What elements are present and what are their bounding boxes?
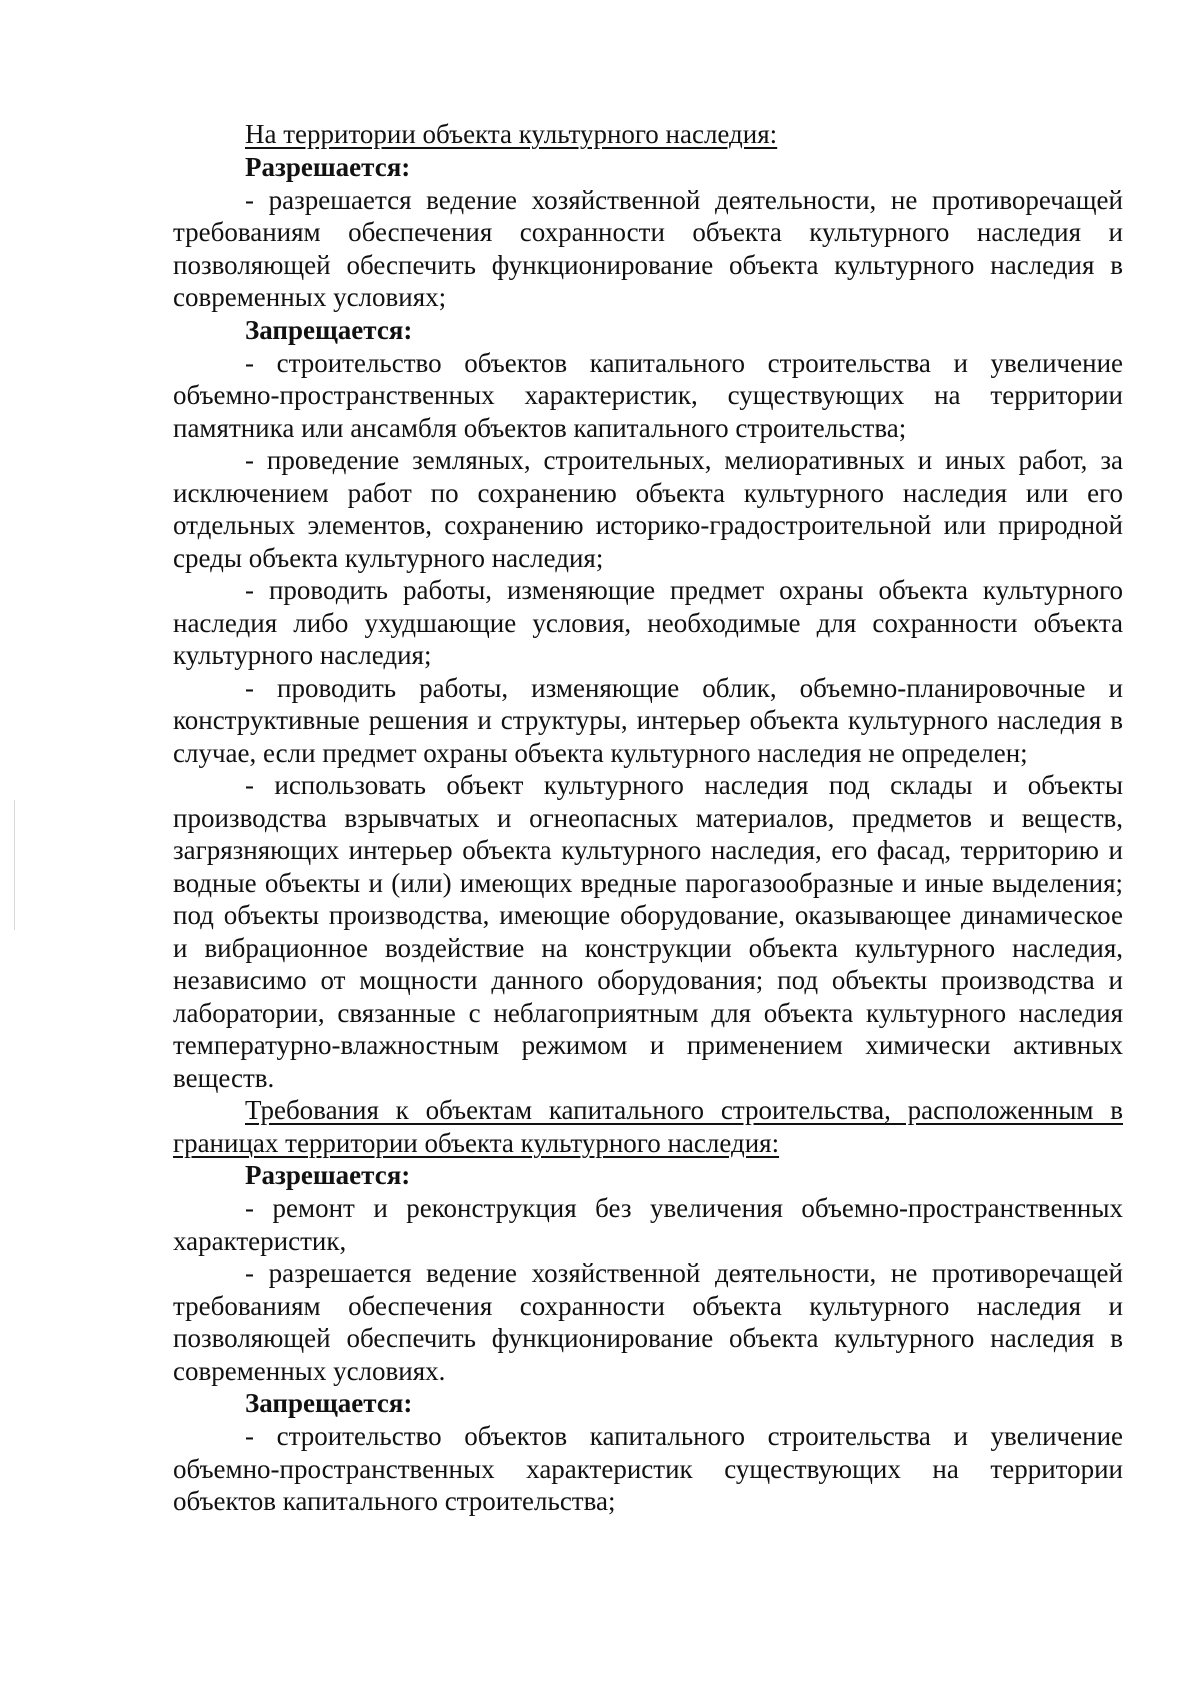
section2-forbidden-item: - строительство объектов капитального строительства и увеличение объемно-пространственных характеристик существующих на территории объектов капитального строительства; [173, 1421, 1123, 1516]
section1-forbidden-item: - проводить работы, изменяющие облик, объемно-планировочные и конструктивные решения и структуры, интерьер объекта культурного наследия в случае, если предмет охраны объекта культурного наследия не определен; [173, 672, 1123, 768]
section1-forbidden-item: - проведение земляных, строительных, мелиоративных и иных работ, за исключением работ по сохранению объекта культурного наследия или его отдельных элементов, сохранению историко-градостроительной или природной среды объекта культурного наследия; [173, 445, 1123, 573]
section1-title [173, 118, 1123, 151]
section1-forbidden-heading: Запрещается: [245, 314, 413, 345]
section2-allowed-item: - ремонт и реконструкция без увеличения объемно-пространственных характеристик, [173, 1193, 1123, 1256]
section1-forbidden-item: - использовать объект культурного наследия под склады и объекты производства взрывчатых и огнеопасных материалов, предметов и веществ, загрязняющих интерьер объекта культурного наследия, его фасад, территорию и водные объекты и (или) имеющих вредные парогазообразные и иные выделения; под объекты производства, имеющие оборудование, оказывающее динамическое и вибрационное воздействие на конструкции объекта культурного наследия, независимо от мощности данного оборудования; под объекты производства и лаборатории, связанные с неблагоприятным для объекта культурного наследия температурно-влажностным режимом и применением химически активных веществ. [173, 770, 1123, 1093]
section1-forbidden-item: - строительство объектов капитального строительства и увеличение объемно-пространственных характеристик, существующих на территории памятника или ансамбля объектов капитального строительства; [173, 347, 1123, 443]
document-page [173, 118, 1123, 1518]
section2-forbidden-heading: Запрещается: [245, 1388, 413, 1418]
section2-title-text: Требования к объектам капитального строительства, расположенным в границах территории объекта культурного наследия: [173, 1095, 1123, 1158]
section1-title-text: На территории объекта культурного наследия: [245, 119, 778, 149]
section1-allowed-item: - разрешается ведение хозяйственной деятельности, не противоречащей требованиям обеспечения сохранности объекта культурного наследия и позволяющей обеспечить функционирование объекта культурного наследия в современных условиях; [173, 184, 1123, 312]
section2-allowed-item: - разрешается ведение хозяйственной деятельности, не противоречащей требованиям обеспечения сохранности объекта культурного наследия и позволяющей обеспечить функционирование объекта культурного наследия в современных условиях. [173, 1258, 1123, 1386]
section2-allowed-heading: Разрешается: [245, 1160, 411, 1190]
section2-title [173, 1094, 1123, 1159]
section1-allowed-heading: Разрешается: [245, 151, 411, 182]
scan-edge-mark [14, 800, 15, 930]
section1-forbidden-item: - проводить работы, изменяющие предмет охраны объекта культурного наследия либо ухудшающие условия, необходимые для сохранности объекта культурного наследия; [173, 575, 1123, 670]
